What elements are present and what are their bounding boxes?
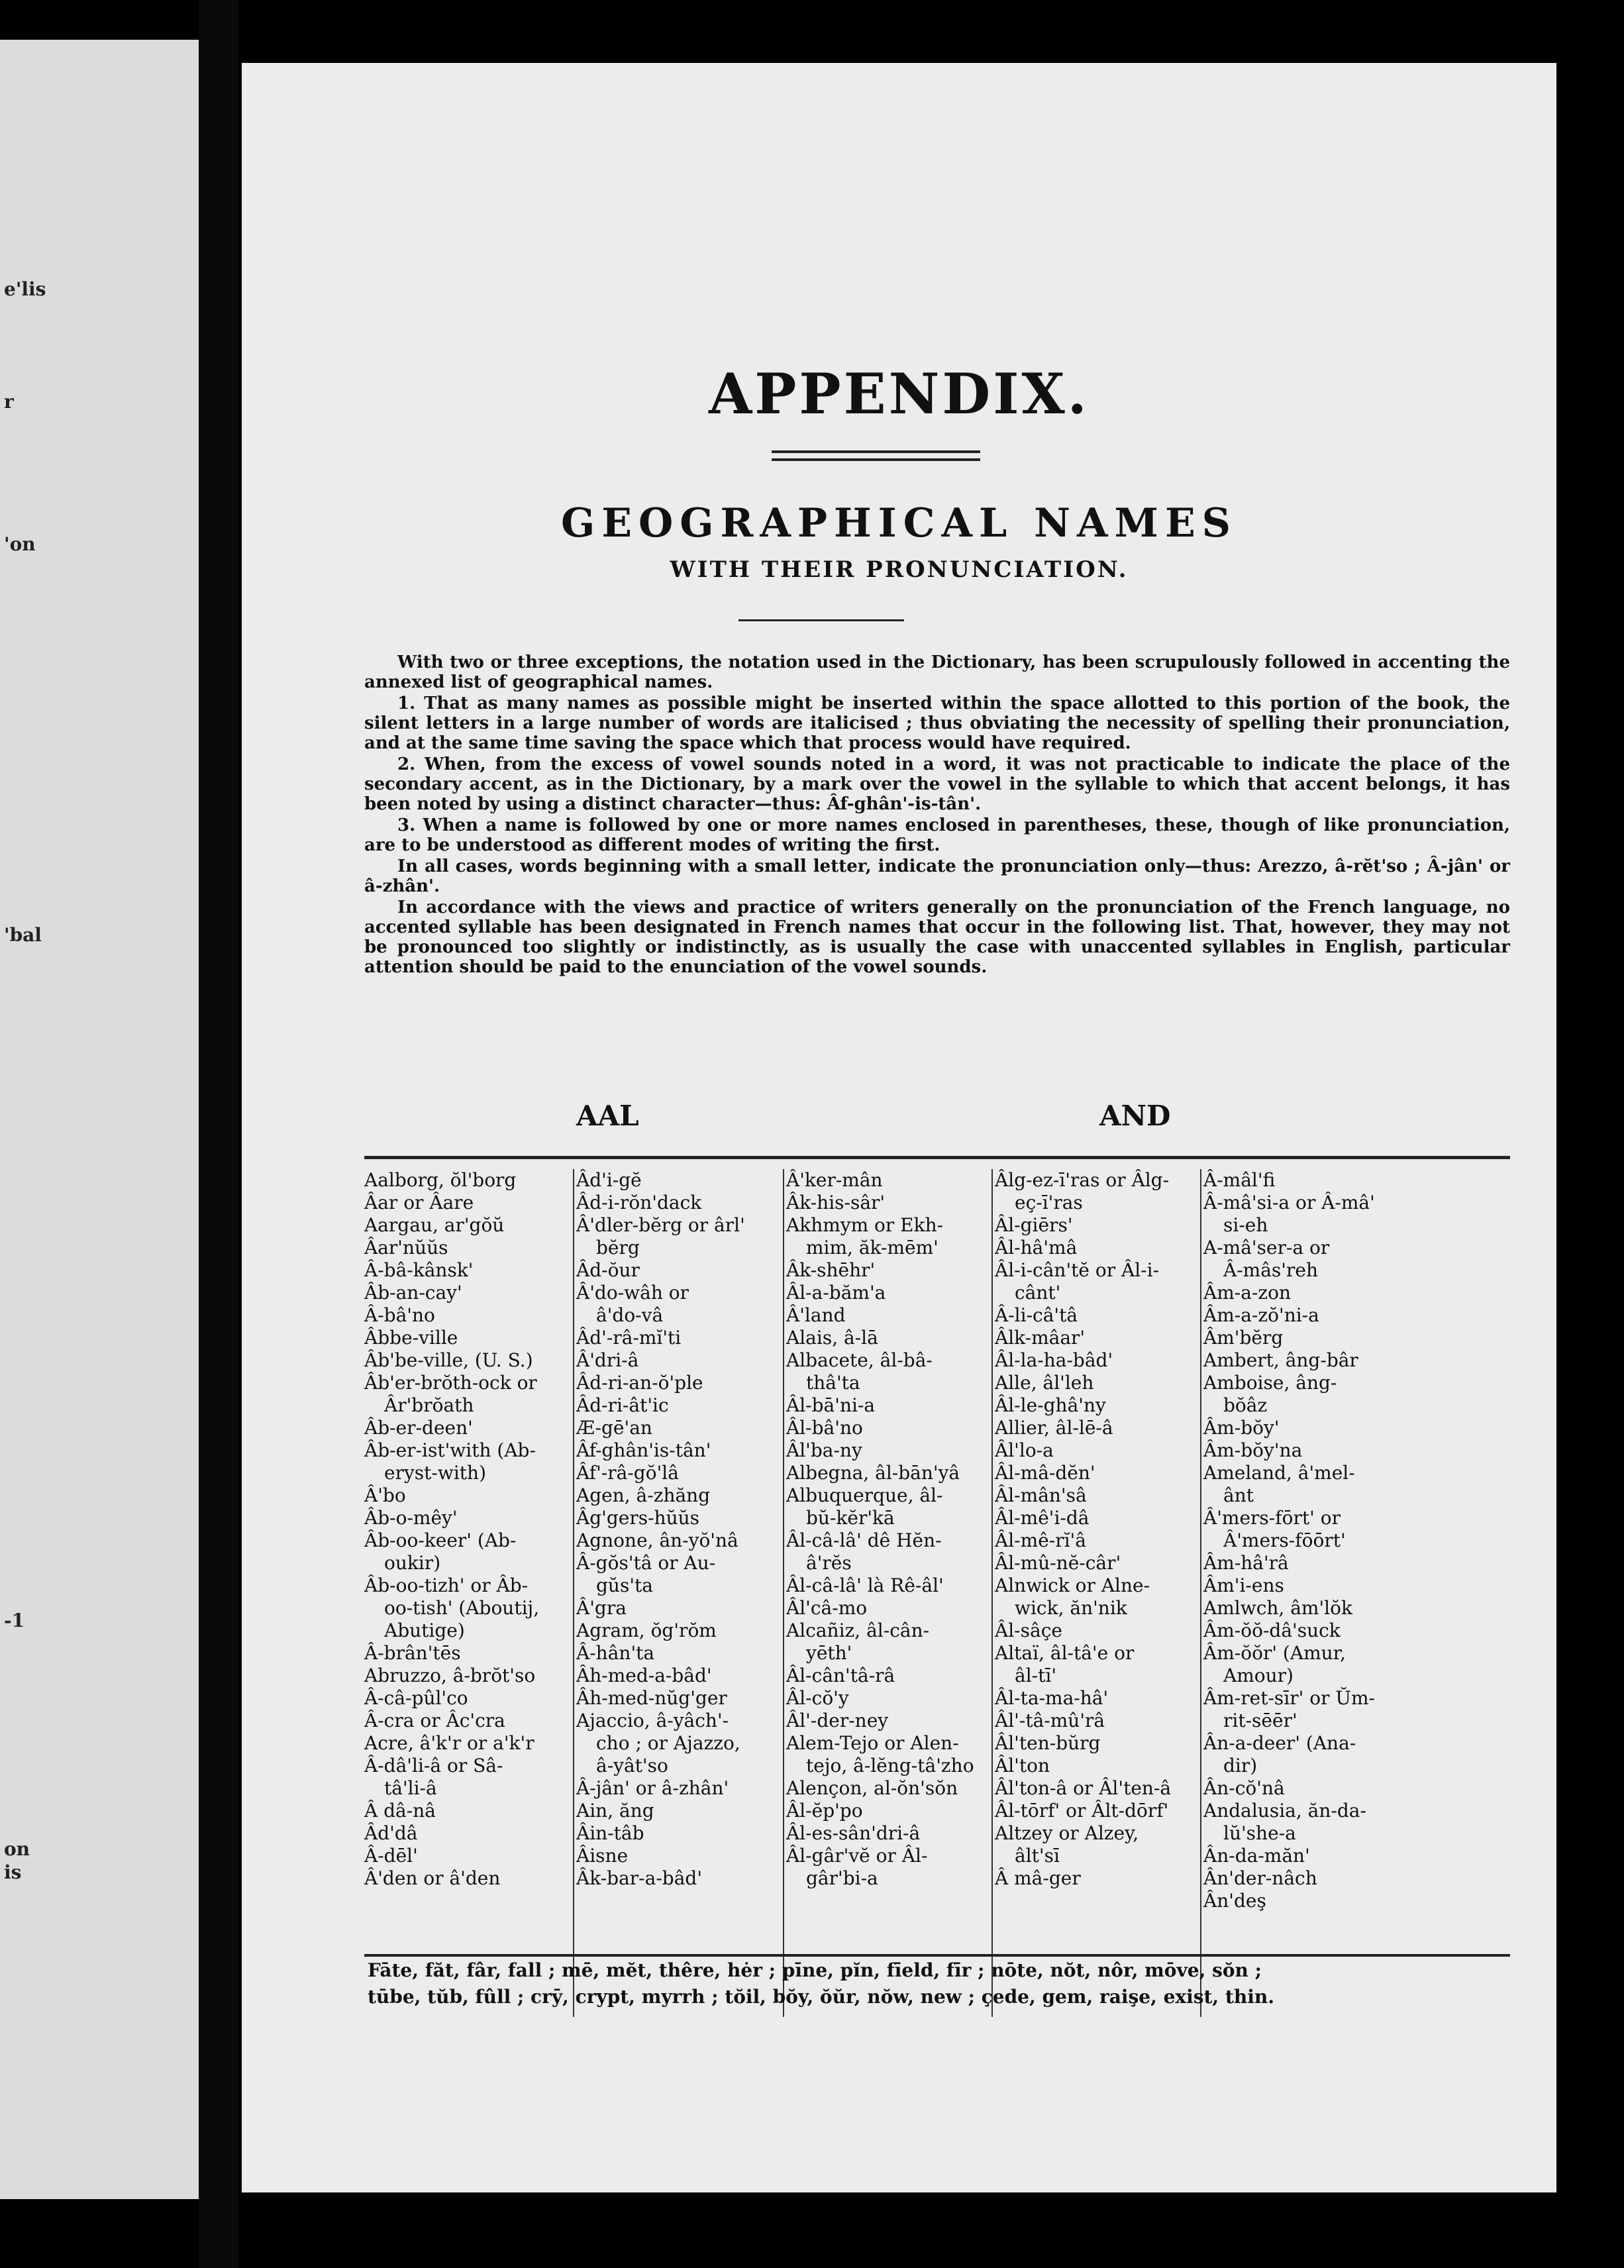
name-entry: Ân'der-nâch	[1203, 1867, 1317, 1889]
section-subtitle: WITH THEIR PRONUNCIATION.	[670, 556, 1129, 583]
name-entry: Âl-le-ghâ'ny	[995, 1394, 1106, 1416]
name-entry: Âl-câ-lâ' là Rê-âl'	[786, 1574, 944, 1596]
pronunciation-key	[368, 1957, 1507, 2010]
left-fragment: 'bal	[4, 924, 42, 946]
name-entry: Âf-ghân'is-tân'	[576, 1439, 711, 1461]
name-entry: Âl-mân'sâ	[995, 1484, 1087, 1506]
left-fragment: -1	[4, 1610, 25, 1631]
name-entry: Âb-an-cay'	[364, 1282, 462, 1304]
name-entry: Alem-Tejo or Alen-	[786, 1732, 959, 1754]
name-entry: Aargau, ar'gŏŭ	[364, 1214, 505, 1236]
name-entry: Â-cra or Âc'cra	[364, 1710, 505, 1731]
name-entry: Âl-gâr'vĕ or Âl-	[786, 1845, 928, 1867]
name-entry: Âd-ri-an-ŏ'ple	[576, 1372, 703, 1394]
name-entry: Âm-bŏy'	[1203, 1417, 1280, 1439]
name-entry: eryst-with)	[384, 1462, 486, 1484]
names-column	[364, 1169, 583, 2030]
name-entry: Â-câ-pûl'co	[364, 1687, 468, 1709]
name-entry: Â'mers-fōrt' or	[1203, 1507, 1341, 1529]
name-entry: Â-gŏs'tâ or Au-	[576, 1552, 716, 1574]
name-entry: Âg'gers-hŭŭs	[576, 1507, 700, 1529]
name-entry: Âlk-mâar'	[995, 1327, 1086, 1349]
column-top-rule	[364, 1156, 1510, 1159]
name-entry: Â-jân' or â-zhân'	[576, 1777, 729, 1799]
name-entry: Âl-ta-ma-hâ'	[995, 1687, 1109, 1709]
name-entry: lŭ'she-a	[1223, 1822, 1296, 1844]
name-entry: Âd-i-rŏn'dack	[576, 1192, 702, 1213]
name-entry: Âl'lo-a	[995, 1439, 1054, 1461]
name-entry: Agram, ŏg'rŏm	[576, 1620, 717, 1641]
name-entry: Âm-a-zon	[1203, 1282, 1292, 1304]
name-entry: A-mâ'ser-a or	[1203, 1237, 1330, 1259]
name-entry: Âr'brŏath	[384, 1394, 474, 1416]
column-divider	[1200, 1169, 1201, 2017]
name-entry: oukir)	[384, 1552, 441, 1574]
name-entry: Âlg-ez-ī'ras or Âlg-	[995, 1169, 1170, 1191]
name-entry: Âl-mê-rĭ'â	[995, 1529, 1086, 1551]
pronunciation-key-line: tūbe, tŭb, fûll ; crȳ, crypt, myrrh ; tŏil, bŏy, ŏŭr, nŏw, new ; çede, gem, raişe, exist, thin.	[368, 1986, 1274, 2008]
name-entry: Âl-bā'ni-a	[786, 1394, 876, 1416]
left-fragment: on	[4, 1838, 30, 1860]
name-entry: Amlwch, âm'lŏk	[1203, 1597, 1352, 1619]
name-entry: Âb-oo-keer' (Ab-	[364, 1529, 517, 1551]
name-entry: Âl'câ-mo	[786, 1597, 868, 1619]
name-entry: bŭ-kĕr'kā	[806, 1507, 895, 1529]
name-entry: mim, ăk-mēm'	[806, 1237, 939, 1259]
intro-text	[364, 652, 1510, 978]
name-entry: Â-brân'tēs	[364, 1642, 461, 1664]
name-entry: Âd'i-gĕ	[576, 1169, 642, 1191]
name-entry: Acre, â'k'r or a'k'r	[364, 1732, 534, 1754]
name-entry: Ân'deş	[1203, 1890, 1266, 1912]
name-entry: Âd'-râ-mĭ'ti	[576, 1327, 682, 1349]
name-entry: Amour)	[1223, 1665, 1294, 1686]
name-entry: Âl-cŏ'y	[786, 1687, 849, 1709]
name-entry: Âl'ten-bŭrg	[995, 1732, 1101, 1754]
name-entry: Â'do-wâh or	[576, 1282, 689, 1304]
page-title: APPENDIX.	[709, 361, 1090, 427]
name-entry: Â'land	[786, 1304, 846, 1326]
name-entry: ânt	[1223, 1484, 1254, 1506]
name-entry: Æ-gē'an	[576, 1417, 652, 1439]
name-entry: Alais, â-lā	[786, 1327, 878, 1349]
name-entry: Âl-i-cân'tĕ or Âl-i-	[995, 1259, 1160, 1281]
name-entry: Abutige)	[384, 1620, 465, 1641]
left-page-fragment	[0, 40, 199, 2199]
name-entry: Ambert, âng-bâr	[1203, 1349, 1358, 1371]
name-entry: Âb-er-deen'	[364, 1417, 473, 1439]
name-entry: tejo, â-lĕng-tâ'zho	[806, 1755, 974, 1777]
name-entry: Â-dâ'li-â or Sâ-	[364, 1755, 503, 1777]
name-entry: Â'bo	[364, 1484, 406, 1506]
name-entry: Âm-bŏy'na	[1203, 1439, 1303, 1461]
name-entry: cânt'	[1015, 1282, 1061, 1304]
name-entry: Â'gra	[576, 1597, 627, 1619]
name-entry: Âm'i-ens	[1203, 1574, 1284, 1596]
name-entry: rit-sēēr'	[1223, 1710, 1297, 1731]
intro-paragraph: In accordance with the views and practice of writers generally on the pronunciation of the French language, no accented syllable has been designated in French names that occur in the following list. That, however, they may not be pronounced too slightly or indistinctly, as is usually the case with unaccented syllables in English, particular attention should be paid to the enunciation of the vowel sounds.	[364, 898, 1510, 977]
name-entry: Âl-mâ-dĕn'	[995, 1462, 1095, 1484]
appendix-page	[242, 63, 1556, 2192]
name-entry: Â-mâ'si-a or Â-mâ'	[1203, 1192, 1375, 1213]
name-entry: Âl-giērs'	[995, 1214, 1073, 1236]
name-entry: Âm-hâ'râ	[1203, 1552, 1289, 1574]
name-entry: bŏâz	[1223, 1394, 1268, 1416]
name-entry: tâ'li-â	[384, 1777, 437, 1799]
names-column	[576, 1169, 782, 2030]
names-column	[1203, 1169, 1415, 2030]
name-entry: Â-mâs'reh	[1223, 1259, 1318, 1281]
name-entry: Âl-tōrf' or Âlt-dōrf'	[995, 1800, 1169, 1822]
title-rule	[772, 458, 980, 461]
name-entry: Abruzzo, â-brŏt'so	[364, 1665, 536, 1686]
name-entry: cho ; or Ajazzo,	[596, 1732, 740, 1754]
name-entry: Âl-sâçe	[995, 1620, 1062, 1641]
name-entry: âlt'sī	[1015, 1845, 1060, 1867]
name-entry: Âar or Âare	[364, 1192, 474, 1213]
name-entry: Âl-mê'i-dâ	[995, 1507, 1090, 1529]
name-entry: gâr'bi-a	[806, 1867, 878, 1889]
name-entry: Â'dri-â	[576, 1349, 639, 1371]
name-entry: Â'den or â'den	[364, 1867, 501, 1889]
name-entry: Altzey or Alzey,	[995, 1822, 1139, 1844]
name-entry: â'rĕs	[806, 1552, 852, 1574]
name-entry: Ân-da-măn'	[1203, 1845, 1310, 1867]
name-entry: Akhmym or Ekh-	[786, 1214, 944, 1236]
name-entry: Ameland, â'mel-	[1203, 1462, 1355, 1484]
name-entry: Âk-bar-a-bâd'	[576, 1867, 703, 1889]
name-entry: Âb-er-ist'with (Ab-	[364, 1439, 536, 1461]
name-entry: Âm-ret-sīr' or Ŭm-	[1203, 1687, 1375, 1709]
name-entry: dir)	[1223, 1755, 1258, 1777]
intro-paragraph: In all cases, words beginning with a small letter, indicate the pronunciation only—thus: Arezzo, â-rĕt'so ; Â-jân' or â-zhân'.	[364, 856, 1510, 896]
name-entry: Âbbe-ville	[364, 1327, 458, 1349]
name-entry: yēth'	[806, 1642, 852, 1664]
name-entry: Ain, ăng	[576, 1800, 654, 1822]
column-divider	[783, 1169, 784, 2017]
name-entry: Âm-a-zŏ'ni-a	[1203, 1304, 1319, 1326]
name-entry: Âl-bâ'no	[786, 1417, 863, 1439]
heading-right: AND	[1099, 1100, 1171, 1132]
name-entry: eç-ī'ras	[1015, 1192, 1083, 1213]
name-entry: Âar'nŭŭs	[364, 1237, 448, 1259]
name-entry: Âl-câ-lâ' dê Hĕn-	[786, 1529, 942, 1551]
name-entry: gŭs'ta	[596, 1574, 653, 1596]
name-entry: Â mâ-ger	[995, 1867, 1081, 1889]
name-entry: Â-li-câ'tâ	[995, 1304, 1078, 1326]
left-fragment: is	[4, 1861, 22, 1883]
left-fragment: 'on	[4, 533, 36, 555]
name-entry: Ajaccio, â-yâch'-	[576, 1710, 729, 1731]
name-entry: Âm-ŏŏ-dâ'suck	[1203, 1620, 1341, 1641]
name-entry: Âl-cân'tâ-râ	[786, 1665, 895, 1686]
name-entry: â-yât'so	[596, 1755, 668, 1777]
name-entry: Ân-a-deer' (Ana-	[1203, 1732, 1356, 1754]
name-entry: Âb'er-brŏth-ock or	[364, 1372, 537, 1394]
name-entry: Ân-cŏ'nâ	[1203, 1777, 1285, 1799]
name-entry: Âl'-der-ney	[786, 1710, 889, 1731]
name-entry: Âin-tâb	[576, 1822, 644, 1844]
name-entry: Â'mers-fōōrt'	[1223, 1529, 1346, 1551]
name-entry: oo-tish' (Aboutij,	[384, 1597, 540, 1619]
name-entry: Â'ker-mân	[786, 1169, 883, 1191]
name-entry: Albegna, âl-bān'yâ	[786, 1462, 960, 1484]
left-fragment: e'lis	[4, 278, 46, 300]
names-columns	[364, 1169, 1510, 2030]
title-rule	[772, 450, 980, 453]
name-entry: Âm-ŏŏr' (Amur,	[1203, 1642, 1346, 1664]
name-entry: Âk-shēhr'	[786, 1259, 876, 1281]
name-entry: Â dâ-nâ	[364, 1800, 436, 1822]
name-entry: Âb-oo-tizh' or Âb-	[364, 1574, 529, 1596]
name-entry: Â-bâ'no	[364, 1304, 435, 1326]
name-entry: Alnwick or Alne-	[995, 1574, 1150, 1596]
name-entry: Âd'dâ	[364, 1822, 418, 1844]
name-entry: Âl-a-băm'a	[786, 1282, 886, 1304]
name-entry: Alcañiz, âl-cân-	[786, 1620, 930, 1641]
name-entry: Altaï, âl-tâ'e or	[995, 1642, 1135, 1664]
name-entry: Âd-ŏur	[576, 1259, 640, 1281]
name-entry: â'do-vâ	[596, 1304, 664, 1326]
name-entry: Â-mâl'fi	[1203, 1169, 1276, 1191]
intro-paragraph: 2. When, from the excess of vowel sounds noted in a word, it was not practicable to indicate the place of the secondary accent, as in the Dictionary, by a mark over the vowel in the syllable to which that accent belongs, it has been noted by using a distinct character—thus: Âf-ghân'-is-tân'.	[364, 754, 1510, 814]
name-entry: bĕrg	[596, 1237, 640, 1259]
name-entry: Â'dler-bĕrg or ârl'	[576, 1214, 745, 1236]
name-entry: Âl-es-sân'dri-â	[786, 1822, 921, 1844]
name-entry: Agnone, ân-yŏ'nâ	[576, 1529, 738, 1551]
name-entry: Â-hân'ta	[576, 1642, 655, 1664]
name-entry: Alençon, al-ŏn'sŏn	[786, 1777, 958, 1799]
name-entry: Âl-hâ'mâ	[995, 1237, 1078, 1259]
name-entry: Âd-ri-ât'ic	[576, 1394, 669, 1416]
name-entry: Âh-med-nŭg'ger	[576, 1687, 727, 1709]
name-entry: wick, ăn'nik	[1015, 1597, 1127, 1619]
name-entry: âl-tī'	[1015, 1665, 1057, 1686]
name-entry: Âl-la-ha-bâd'	[995, 1349, 1113, 1371]
column-divider	[573, 1169, 574, 2017]
name-entry: Â-dēl'	[364, 1845, 418, 1867]
name-entry: Agen, â-zhăng	[576, 1484, 711, 1506]
name-entry: Allier, âl-lē-â	[995, 1417, 1113, 1439]
name-entry: Âf'-râ-gŏ'lâ	[576, 1462, 679, 1484]
intro-paragraph: 1. That as many names as possible might be inserted within the space allotted to this portion of the book, the silent letters in a large number of words are italicised ; thus obviating the necessity of spelling their pronunciation, and at the same time saving the space which that process would have required.	[364, 694, 1510, 753]
name-entry: Albacete, âl-bâ-	[786, 1349, 933, 1371]
name-entry: Âl-mû-nĕ-câr'	[995, 1552, 1121, 1574]
name-entry: Âh-med-a-bâd'	[576, 1665, 712, 1686]
name-entry: Andalusia, ăn-da-	[1203, 1800, 1366, 1822]
section-title: GEOGRAPHICAL NAMES	[560, 500, 1238, 546]
names-column	[995, 1169, 1200, 2030]
name-entry: thâ'ta	[806, 1372, 860, 1394]
name-entry: Âl-ĕp'po	[786, 1800, 863, 1822]
name-entry: Aalborg, ŏl'borg	[364, 1169, 517, 1191]
name-entry: Âb'be-ville, (U. S.)	[364, 1349, 533, 1371]
subtitle-rule	[738, 619, 904, 621]
name-entry: Alle, âl'leh	[995, 1372, 1094, 1394]
name-entry: Âk-his-sâr'	[786, 1192, 886, 1213]
name-entry: Âl'ba-ny	[786, 1439, 862, 1461]
names-column	[786, 1169, 991, 2030]
footer-rule	[364, 1954, 1510, 1957]
name-entry: si-eh	[1223, 1214, 1268, 1236]
column-headings	[242, 1100, 1556, 1139]
name-entry: Âl'-tâ-mû'râ	[995, 1710, 1105, 1731]
name-entry: Amboise, âng-	[1203, 1372, 1337, 1394]
name-entry: Â-bâ-kânsk'	[364, 1259, 474, 1281]
name-entry: Âisne	[576, 1845, 629, 1867]
name-entry: Âl'ton	[995, 1755, 1050, 1777]
name-entry: Âm'bĕrg	[1203, 1327, 1284, 1349]
name-entry: Albuquerque, âl-	[786, 1484, 943, 1506]
intro-paragraph: With two or three exceptions, the notation used in the Dictionary, has been scrupulously followed in accenting the annexed list of geographical names.	[364, 652, 1510, 692]
book-spine	[199, 0, 238, 2268]
intro-paragraph: 3. When a name is followed by one or more names enclosed in parentheses, these, though of like pronunciation, are to be understood as different modes of writing the first.	[364, 815, 1510, 855]
heading-left: AAL	[576, 1100, 639, 1132]
pronunciation-key-line: Fāte, făt, fâr, fall ; mē, mĕt, thêre, hėr ; pīne, pĭn, fīeld, fīr ; nōte, nŏt, nôr, mōve, sŏn ;	[368, 1959, 1262, 1981]
left-fragment: r	[4, 391, 14, 413]
column-divider	[991, 1169, 993, 2017]
name-entry: Âl'ton-â or Âl'ten-â	[995, 1777, 1172, 1799]
name-entry: Âb-o-mêy'	[364, 1507, 458, 1529]
